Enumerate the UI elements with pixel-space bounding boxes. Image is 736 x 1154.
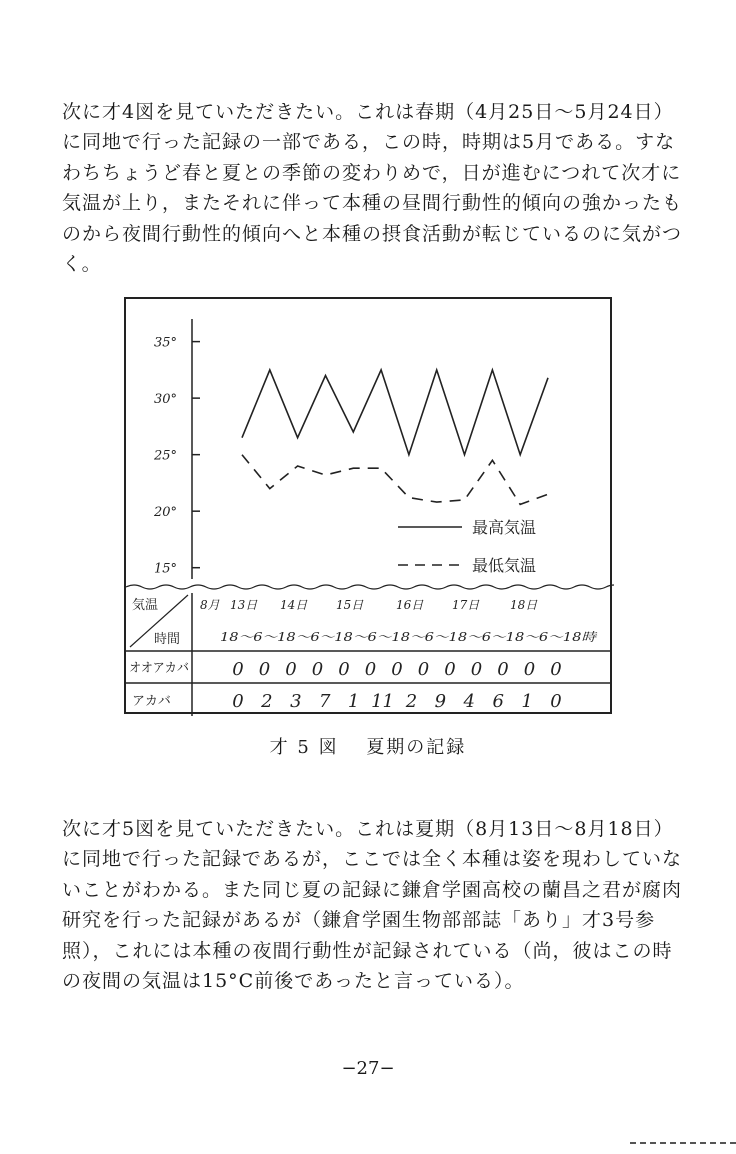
page-number: −27− <box>341 1058 395 1079</box>
count-1-6: 2 <box>405 691 418 712</box>
y-tick-label-35: 35° <box>154 335 178 351</box>
count-0-4: 0 <box>338 659 350 680</box>
count-1-8: 4 <box>463 691 475 712</box>
count-0-1: 0 <box>258 659 271 680</box>
series-line-max <box>242 370 548 455</box>
count-0-7: 0 <box>417 659 430 680</box>
date-label-0: 8月 <box>200 598 220 612</box>
wavy-separator <box>126 585 614 589</box>
paragraph-2: 次に才5図を見ていただきたい。これは夏期（8月13日〜8月18日）に同地で行った記録であるが，ここでは全く本種は姿を現わしていないことがわかる。また同じ夏の記録に鎌倉学園高校の蘭昌之君が腐肉研究を行った記録があるが（鎌倉学園生物部部誌「あり」才3号参照），これには本種の夜間行動性が記録されている（尚，彼はこの時の夜間の気温は15°C前後であったと言っている）。 <box>62 818 683 992</box>
count-0-5: 0 <box>364 659 377 680</box>
date-label-1: 13日 <box>230 598 258 612</box>
count-1-7: 9 <box>434 691 447 712</box>
count-1-5: 11 <box>371 691 394 712</box>
row-label-akaba: アカバ <box>132 694 171 709</box>
count-1-10: 1 <box>521 691 533 712</box>
count-0-12: 0 <box>550 659 562 680</box>
y-tick-label-25: 25° <box>154 448 178 464</box>
y-tick-label-20: 20° <box>154 505 178 521</box>
count-0-9: 0 <box>470 659 483 680</box>
corner-temp-label: 気温 <box>132 598 159 613</box>
legend-min-label: 最低気温 <box>472 556 537 575</box>
date-label-3: 15日 <box>336 598 364 612</box>
time-labels: 18〜6〜18〜6〜18〜6〜18〜6〜18〜6〜18〜6〜18時 <box>220 630 599 644</box>
figure-number: 才 5 図 <box>269 737 339 758</box>
date-label-2: 14日 <box>280 598 308 612</box>
figure-5-chart <box>124 297 612 714</box>
date-label-6: 18日 <box>510 598 538 612</box>
y-tick-label-15: 15° <box>154 561 178 577</box>
figure-caption <box>0 733 736 759</box>
date-label-5: 17日 <box>452 598 480 612</box>
legend-max-label: 最高気温 <box>472 518 537 537</box>
chart-svg <box>126 299 614 716</box>
count-0-3: 0 <box>311 659 324 680</box>
row-label-ooakaba: オオアカバ <box>129 661 189 676</box>
count-0-8: 0 <box>444 659 456 680</box>
figure-title: 夏期の記録 <box>366 737 467 758</box>
series-line-min <box>242 455 548 505</box>
page-edge-mark <box>630 1142 736 1144</box>
date-label-4: 16日 <box>396 598 424 612</box>
paragraph-1: 次に才4図を見ていただきたい。これは春期（4月25日〜5月24日）に同地で行った記録の一部である，この時，時期は5月である。すなわちちょうど春と夏との季節の変わりめで，日が進むにつれて次才に気温が上り，またそれに伴って本種の昼間行動性的傾向の強かったものから夜間行動性的傾向へと本種の摂食活動が転じているのに気がつく。 <box>62 101 683 275</box>
count-1-2: 3 <box>290 691 302 712</box>
corner-time-label: 時間 <box>154 632 181 647</box>
count-0-10: 0 <box>497 659 509 680</box>
count-0-2: 0 <box>285 659 297 680</box>
y-tick-label-30: 30° <box>154 392 178 408</box>
count-1-1: 2 <box>261 691 273 712</box>
count-1-0: 0 <box>232 691 244 712</box>
count-1-4: 1 <box>347 691 360 712</box>
count-1-3: 7 <box>319 691 331 712</box>
count-0-6: 0 <box>391 659 403 680</box>
count-1-9: 6 <box>492 691 504 712</box>
count-0-11: 0 <box>523 659 536 680</box>
count-1-11: 0 <box>550 691 562 712</box>
count-0-0: 0 <box>232 659 244 680</box>
